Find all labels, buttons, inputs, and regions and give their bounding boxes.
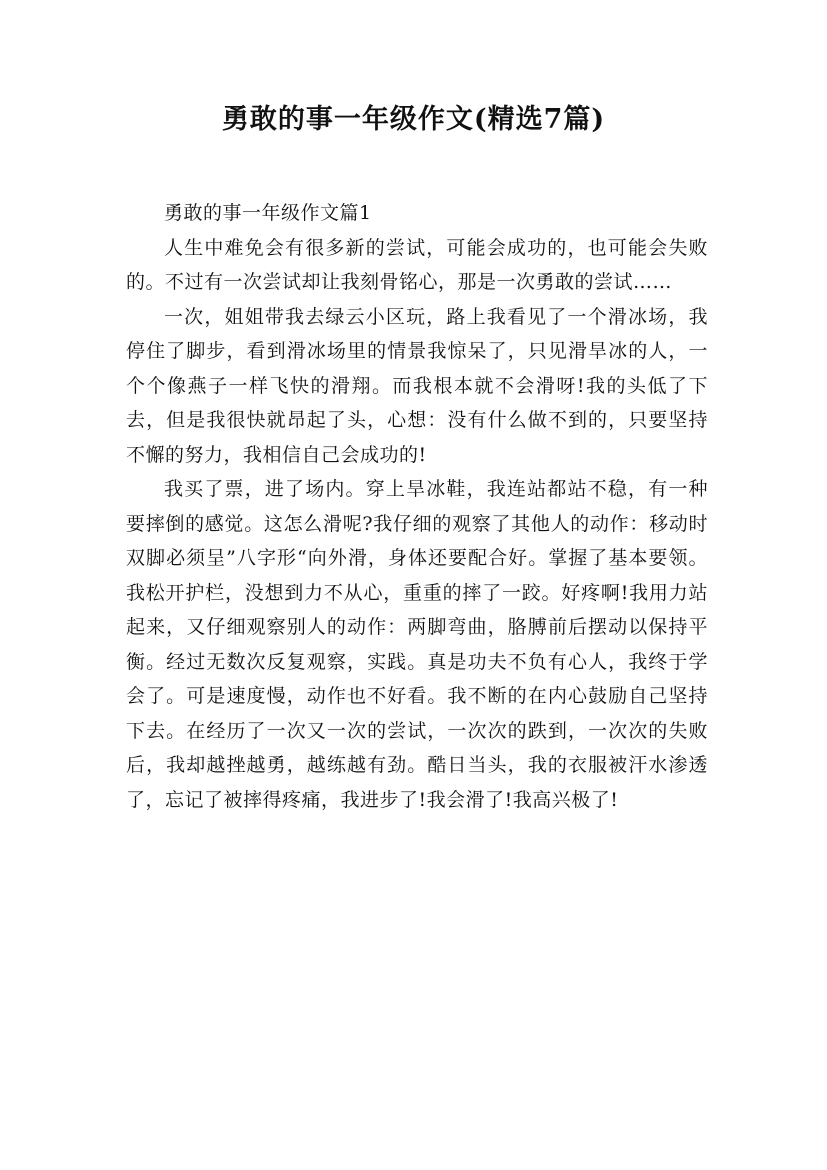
- paragraph-2: 一次，姐姐带我去绿云小区玩，路上我看见了一个滑冰场，我停住了脚步，看到滑冰场里的情景我惊呆了，只见滑旱冰的人，一个个像燕子一样飞快的滑翔。而我根本就不会滑呀!我的头低了下去，但是我很快就昂起了头，心想：没有什么做不到的，只要坚持不懈的努力，我相信自己会成功的!: [126, 305, 708, 466]
- section-heading: 勇敢的事一年级作文篇1: [164, 202, 372, 224]
- paragraph-1: 人生中难免会有很多新的尝试，可能会成功的，也可能会失败的。不过有一次尝试却让我刻骨铭心，那是一次勇敢的尝试……: [126, 236, 708, 293]
- document-title: 勇敢的事一年级作文(精选7篇): [221, 104, 606, 135]
- document-body: [126, 196, 708, 817]
- paragraph-3: 我买了票，进了场内。穿上旱冰鞋，我连站都站不稳，有一种要摔倒的感觉。这怎么滑呢?我仔细的观察了其他人的动作：移动时双脚必须呈”八字形“向外滑，身体还要配合好。掌握了基本要领。我松开护栏，没想到力不从心，重重的摔了一跤。好疼啊!我用力站起来，又仔细观察别人的动作：两脚弯曲，胳膊前后摆动以保持平衡。经过无数次反复观察，实践。真是功夫不负有心人，我终于学会了。可是速度慢，动作也不好看。我不断的在内心鼓励自己坚持下去。在经历了一次又一次的尝试，一次次的跌到，一次次的失败后，我却越挫越勇，越练越有劲。酷日当头，我的衣服被汗水渗透了，忘记了被摔得疼痛，我进步了!我会滑了!我高兴极了!: [126, 478, 708, 811]
